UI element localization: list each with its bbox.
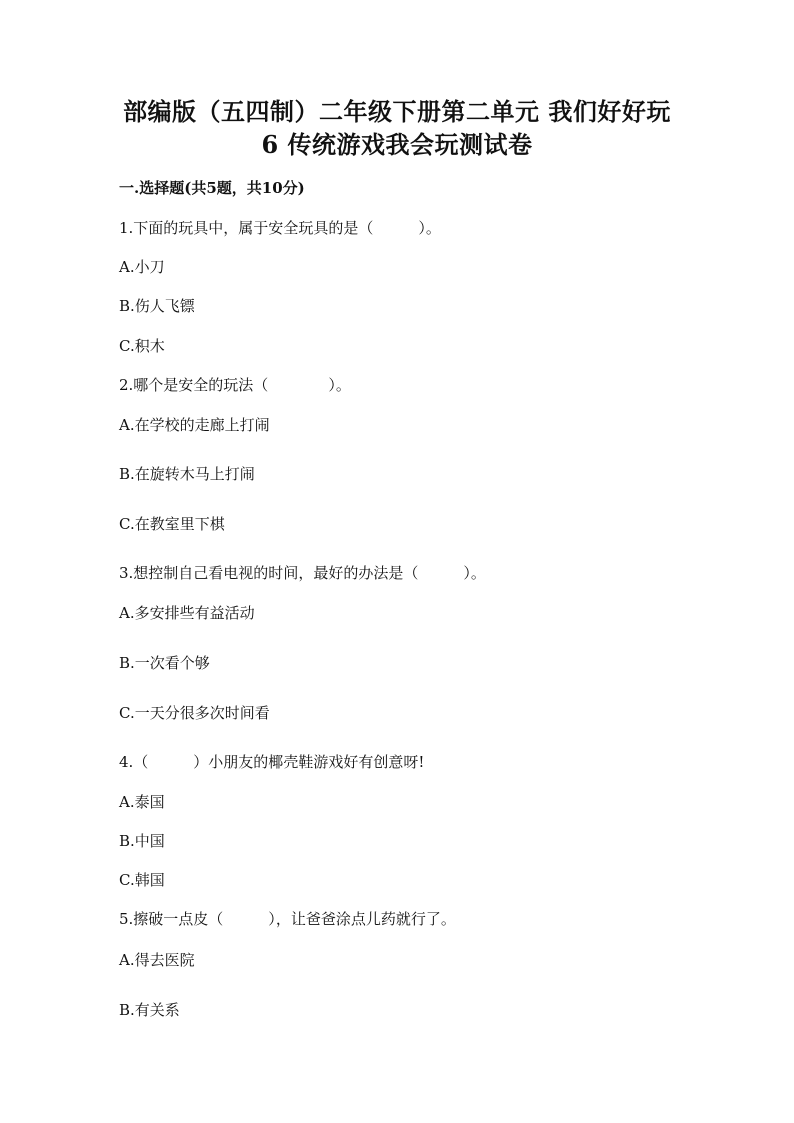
- question-3-option-c: C.一天分很多次时间看: [119, 704, 270, 722]
- question-5-stem: 5.擦破一点皮（ ），让爸爸涂点儿药就行了。: [119, 910, 456, 928]
- question-1-option-c: C.积木: [119, 337, 165, 355]
- page-title-line-1: 部编版（五四制）二年级下册第二单元 我们好好玩: [123, 97, 671, 126]
- section-heading: 一.选择题(共5题，共10分): [119, 179, 305, 197]
- question-5-option-b: B.有关系: [119, 1001, 180, 1019]
- question-3-option-a: A.多安排些有益活动: [119, 604, 255, 622]
- page-title-line-2: 6 传统游戏我会玩测试卷: [261, 130, 533, 159]
- question-4-stem: 4.（ ）小朋友的椰壳鞋游戏好有创意呀!: [119, 753, 425, 771]
- question-2-stem: 2.哪个是安全的玩法（ ）。: [119, 376, 351, 394]
- question-3-stem: 3.想控制自己看电视的时间，最好的办法是（ ）。: [119, 564, 486, 582]
- question-1-option-a: A.小刀: [119, 258, 165, 276]
- question-4-option-b: B.中国: [119, 832, 165, 850]
- question-3-option-b: B.一次看个够: [119, 654, 210, 672]
- question-4-option-a: A.泰国: [119, 793, 165, 811]
- question-2-option-b: B.在旋转木马上打闹: [119, 465, 255, 483]
- question-2-option-a: A.在学校的走廊上打闹: [119, 416, 270, 434]
- question-2-option-c: C.在教室里下棋: [119, 515, 225, 533]
- question-1-option-b: B.伤人飞镖: [119, 297, 195, 315]
- question-4-option-c: C.韩国: [119, 871, 165, 889]
- question-5-option-a: A.得去医院: [119, 951, 195, 969]
- question-1-stem: 1.下面的玩具中，属于安全玩具的是（ ）。: [119, 219, 441, 237]
